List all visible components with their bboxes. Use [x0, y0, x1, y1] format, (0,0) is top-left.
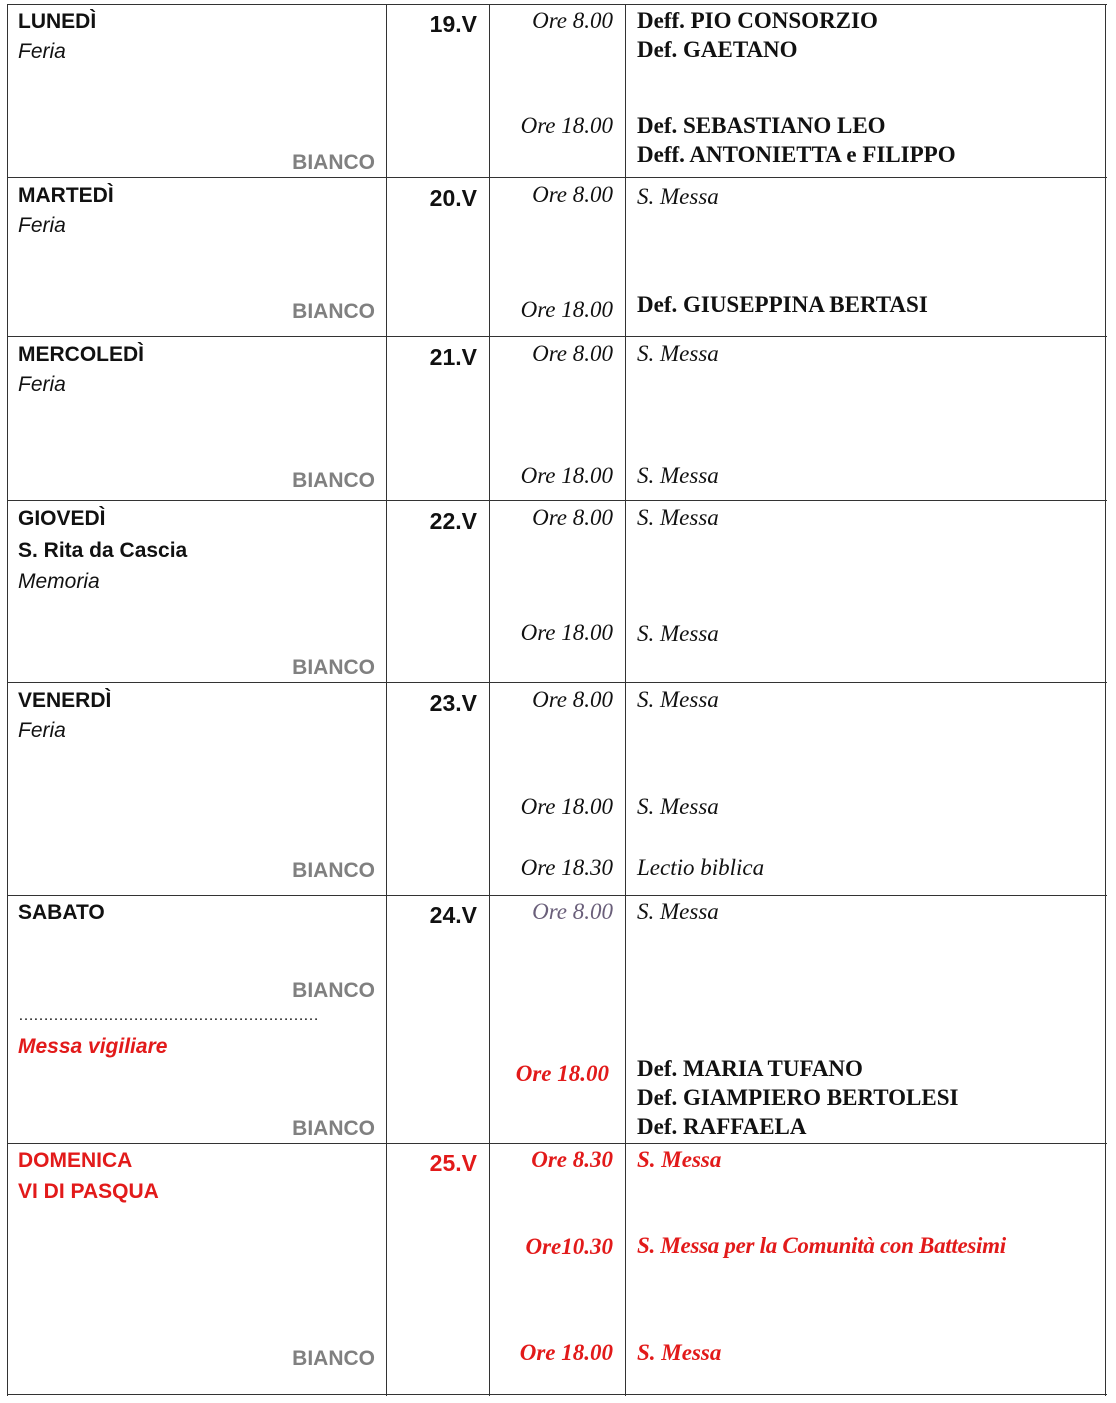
day-type: Feria: [18, 719, 66, 742]
date: 23.V: [429, 690, 477, 716]
intention: Deff. PIO CONSORZIO: [637, 8, 878, 33]
day-name: LUNEDÌ: [18, 10, 97, 33]
col-divider: [625, 4, 626, 1396]
day-type: VI DI PASQUA: [18, 1180, 159, 1203]
date: 22.V: [429, 508, 477, 534]
intention: Def. SEBASTIANO LEO: [637, 113, 886, 138]
intention: Def. GIAMPIERO BERTOLESI: [637, 1085, 959, 1110]
row-divider: [7, 1143, 1107, 1144]
mass-time: Ore 8.00: [532, 341, 613, 366]
day-name: DOMENICA: [18, 1149, 133, 1172]
day-type: Feria: [18, 40, 66, 63]
date: 25.V: [429, 1150, 477, 1176]
liturgical-color: BIANCO: [292, 979, 375, 1002]
intention: S. Messa: [637, 687, 719, 712]
day-name: GIOVEDÌ: [18, 507, 106, 530]
intention: S. Messa: [637, 1340, 722, 1365]
liturgical-color: BIANCO: [292, 300, 375, 323]
saint-name: S. Rita da Cascia: [18, 539, 188, 562]
intention: Def. GIUSEPPINA BERTASI: [637, 292, 928, 317]
day-name: SABATO: [18, 901, 105, 924]
mass-time: Ore 18.00: [520, 620, 613, 645]
mass-time: Ore 18.00: [519, 1340, 613, 1365]
row-divider: [7, 336, 1107, 337]
intention: S. Messa per la Comunità con Battesimi: [637, 1233, 1006, 1258]
mass-time: Ore 18.30: [520, 855, 613, 880]
mass-time: Ore 8.00: [532, 505, 613, 530]
liturgical-color: BIANCO: [292, 1347, 375, 1370]
intention: Deff. ANTONIETTA e FILIPPO: [637, 142, 956, 167]
date: 19.V: [429, 11, 477, 37]
col-divider: [489, 4, 490, 1396]
vigil-mass-label: Messa vigiliare: [18, 1035, 168, 1058]
intention: Def. GAETANO: [637, 37, 798, 62]
mass-time: Ore 8.00: [532, 8, 613, 33]
liturgical-color: BIANCO: [292, 151, 375, 174]
intention: S. Messa: [637, 463, 719, 488]
mass-time: Ore 18.00: [515, 1061, 609, 1086]
col-divider: [1105, 4, 1106, 1396]
mass-time: Ore 8.00: [532, 687, 613, 712]
day-type: Feria: [18, 214, 66, 237]
mass-time: Ore 18.00: [520, 297, 613, 322]
row-divider: [7, 895, 1107, 896]
mass-schedule-table: [7, 4, 1107, 1396]
day-type: Feria: [18, 373, 66, 396]
intention: Lectio biblica: [637, 855, 765, 880]
mass-time: Ore 18.00: [520, 113, 613, 138]
mass-time: Ore 18.00: [520, 463, 613, 488]
intention: S. Messa: [637, 341, 719, 366]
liturgical-color: BIANCO: [292, 469, 375, 492]
intention: S. Messa: [637, 899, 719, 924]
row-divider: [7, 4, 1107, 5]
day-name: MERCOLEDÌ: [18, 343, 144, 366]
liturgical-color: BIANCO: [292, 1117, 375, 1140]
date: 21.V: [429, 344, 477, 370]
mass-time: Ore 8.00: [532, 899, 613, 924]
intention: Def. RAFFAELA: [637, 1114, 807, 1139]
mass-time: Ore 8.30: [531, 1147, 613, 1172]
day-name: MARTEDÌ: [18, 184, 114, 207]
mass-time: Ore 8.00: [532, 182, 613, 207]
intention: S. Messa: [637, 794, 719, 819]
day-type: Memoria: [18, 570, 100, 593]
row-divider: [7, 177, 1107, 178]
dotted-separator: ……………………………………………………: [18, 1007, 318, 1024]
col-divider: [386, 4, 387, 1396]
row-divider: [7, 682, 1107, 683]
intention: S. Messa: [637, 184, 719, 209]
liturgical-color: BIANCO: [292, 656, 375, 679]
date: 24.V: [429, 902, 477, 928]
intention: S. Messa: [637, 505, 719, 530]
intention: S. Messa: [637, 621, 719, 646]
row-divider: [7, 500, 1107, 501]
mass-time: Ore10.30: [525, 1234, 613, 1259]
row-divider: [7, 1394, 1107, 1395]
intention: Def. MARIA TUFANO: [637, 1056, 863, 1081]
liturgical-color: BIANCO: [292, 859, 375, 882]
col-divider: [7, 4, 8, 1396]
date: 20.V: [429, 185, 477, 211]
day-name: VENERDÌ: [18, 689, 112, 712]
intention: S. Messa: [637, 1147, 722, 1172]
mass-time: Ore 18.00: [520, 794, 613, 819]
